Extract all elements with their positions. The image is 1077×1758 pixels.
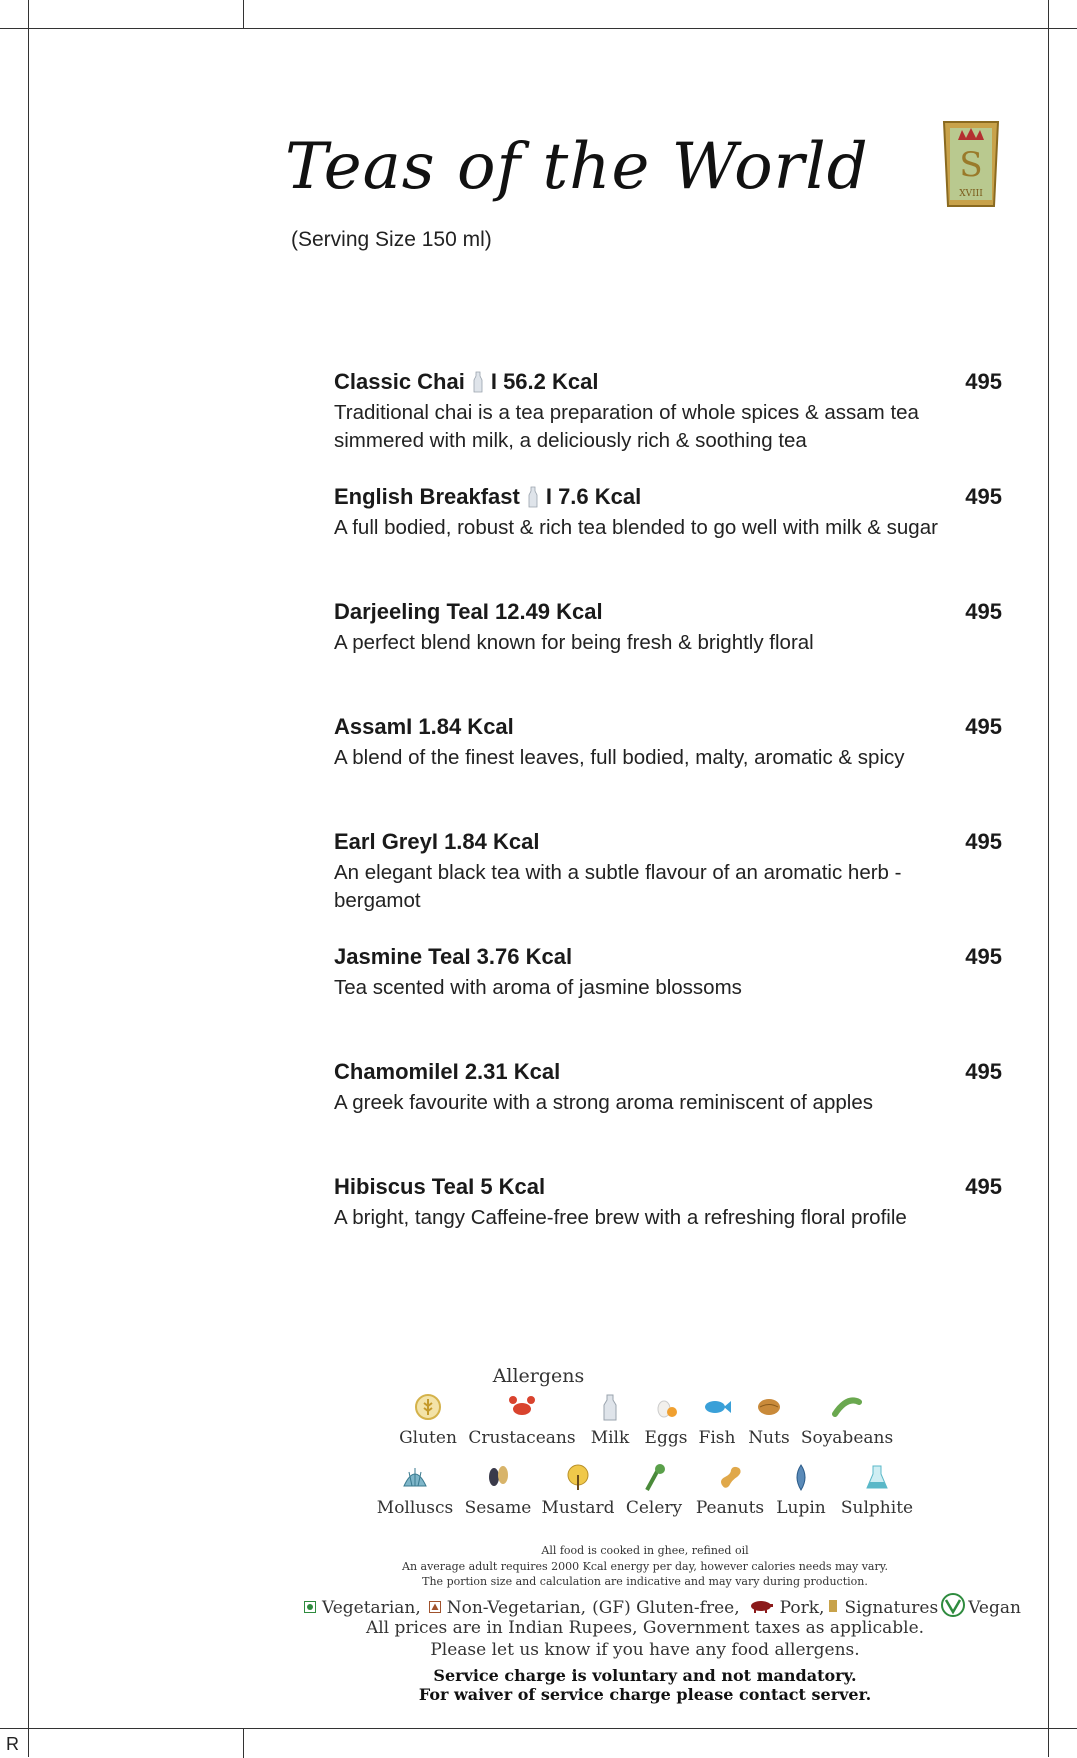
item-description: A perfect blend known for being fresh & brightly floral <box>334 631 814 654</box>
corner-mark: R <box>6 1734 19 1754</box>
item-price: 495 <box>965 599 1002 624</box>
item-name: Darjeeling Tea <box>334 599 483 624</box>
svg-text:XVIII: XVIII <box>959 189 983 199</box>
item-kcal: I 5 Kcal <box>468 1174 546 1199</box>
note-cooking: All food is cooked in ghee, refined oil <box>541 1544 749 1557</box>
item-description: Tea scented with aroma of jasmine blossoms <box>334 976 742 999</box>
svg-text:S: S <box>959 145 983 185</box>
item-header <box>334 1055 1002 1089</box>
serving-size: (Serving Size 150 ml) <box>291 228 492 251</box>
menu-item <box>334 940 1002 1055</box>
item-header <box>334 1170 1002 1204</box>
molluscs-icon <box>400 1462 430 1492</box>
soyabeans-icon <box>832 1392 862 1422</box>
item-name: Earl Grey <box>334 829 432 854</box>
mustard-icon <box>563 1462 593 1492</box>
allergen-label: Crustaceans <box>468 1428 576 1448</box>
item-description: A bright, tangy Caffeine-free brew with a refreshing floral profile <box>334 1206 907 1229</box>
top-left-corner-box <box>0 0 244 29</box>
item-description: An elegant black tea with a subtle flavour of an aromatic herb - bergamot <box>334 861 902 912</box>
item-description: A greek favourite with a strong aroma reminiscent of apples <box>334 1091 873 1114</box>
allergen-label: Soyabeans <box>800 1428 894 1448</box>
celery-icon <box>639 1462 669 1492</box>
allergen-sulphite <box>822 1462 932 1518</box>
item-kcal: I 2.31 Kcal <box>452 1059 561 1084</box>
legend-gf: (GF) Gluten-free, <box>592 1597 740 1618</box>
item-price: 495 <box>965 829 1002 854</box>
item-name: Hibiscus Tea <box>334 1174 469 1199</box>
item-price: 495 <box>965 944 1002 969</box>
item-price: 495 <box>965 369 1002 394</box>
allergens-title: Allergens <box>492 1365 585 1387</box>
item-price: 495 <box>965 714 1002 739</box>
nuts-icon <box>754 1392 784 1422</box>
item-description: Traditional chai is a tea preparation of whole spices & assam tea simmered with milk, a deliciously rich & soothing tea <box>334 401 919 452</box>
item-price: 495 <box>965 1174 1002 1199</box>
item-price: 495 <box>965 484 1002 509</box>
item-header <box>334 480 1002 514</box>
note-calories: An average adult requires 2000 Kcal energy per day, however calories needs may vary. <box>402 1560 888 1573</box>
allergen-soyabeans <box>792 1392 902 1448</box>
milk-icon <box>528 486 538 508</box>
item-header <box>334 825 1002 859</box>
item-price: 495 <box>965 1059 1002 1084</box>
legend-pork: Pork, <box>779 1597 825 1618</box>
tea-menu <box>334 365 1002 1285</box>
page-title: Teas of the World <box>285 130 869 204</box>
allergen-label: Celery <box>625 1498 683 1518</box>
item-header <box>334 940 1002 974</box>
allergen-label: Sulphite <box>840 1498 914 1518</box>
item-name: Classic Chai <box>334 369 465 394</box>
legend-vegan: Vegan <box>968 1597 1021 1618</box>
item-description: A blend of the finest leaves, full bodied, malty, aromatic & spicy <box>334 746 905 769</box>
right-tick <box>1048 28 1077 29</box>
allergen-label: Milk <box>590 1428 630 1448</box>
item-name: English Breakfast <box>334 484 520 509</box>
item-kcal: I 12.49 Kcal <box>482 599 603 624</box>
lupin-icon <box>786 1462 816 1492</box>
item-kcal: I 3.76 Kcal <box>464 944 573 969</box>
allergen-label: Eggs <box>644 1428 688 1448</box>
milk-icon <box>473 371 483 393</box>
item-header <box>334 710 1002 744</box>
item-kcal: I 7.6 Kcal <box>545 484 642 509</box>
item-header <box>334 365 1002 399</box>
menu-item <box>334 1170 1002 1285</box>
allergen-label: Lupin <box>776 1498 826 1518</box>
note-portion: The portion size and calculation are indicative and may vary during production. <box>422 1575 868 1588</box>
item-header <box>334 595 1002 629</box>
allergen-label: Nuts <box>748 1428 790 1448</box>
service-waiver-note: For waiver of service charge please contact server. <box>418 1685 872 1704</box>
service-charge-note: Service charge is voluntary and not mandatory. <box>433 1666 857 1685</box>
crustaceans-icon <box>507 1392 537 1422</box>
pork-icon <box>748 1598 774 1618</box>
sulphite-icon <box>862 1462 892 1492</box>
menu-item <box>334 595 1002 710</box>
allergen-label: Sesame <box>464 1498 532 1518</box>
gluten-icon <box>413 1392 443 1422</box>
menu-item <box>334 365 1002 480</box>
allergen-label: Mustard <box>541 1498 615 1518</box>
sesame-icon <box>483 1462 513 1492</box>
frame-left-line <box>28 0 29 1757</box>
vegetarian-icon <box>304 1598 316 1618</box>
crest-logo <box>940 118 1002 210</box>
menu-item <box>334 710 1002 825</box>
item-name: Assam <box>334 714 407 739</box>
item-description: A full bodied, robust & rich tea blended to go well with milk & sugar <box>334 516 938 539</box>
allergen-label: Peanuts <box>695 1498 765 1518</box>
legend-signatures: Signatures <box>844 1597 939 1618</box>
allergen-label: Gluten <box>399 1428 457 1448</box>
legend-nonveg: Non-Vegetarian, <box>446 1597 587 1618</box>
note-prices: All prices are in Indian Rupees, Government taxes as applicable. <box>365 1618 925 1638</box>
non-vegetarian-icon <box>429 1598 441 1618</box>
item-name: Chamomile <box>334 1059 453 1084</box>
menu-item <box>334 480 1002 595</box>
menu-item <box>334 1055 1002 1170</box>
note-allergy: Please let us know if you have any food allergens. <box>430 1640 860 1660</box>
signature-icon <box>828 1598 838 1618</box>
item-kcal: I 56.2 Kcal <box>490 369 599 394</box>
menu-item <box>334 825 1002 940</box>
allergen-label: Fish <box>698 1428 736 1448</box>
legend-veg: Vegetarian, <box>322 1597 421 1618</box>
item-kcal: I 1.84 Kcal <box>431 829 540 854</box>
bottom-left-corner-box <box>0 1728 244 1758</box>
item-kcal: I 1.84 Kcal <box>406 714 514 739</box>
frame-right-line <box>1048 0 1049 1757</box>
item-name: Jasmine Tea <box>334 944 465 969</box>
allergen-label: Molluscs <box>376 1498 454 1518</box>
peanuts-icon <box>715 1462 745 1492</box>
